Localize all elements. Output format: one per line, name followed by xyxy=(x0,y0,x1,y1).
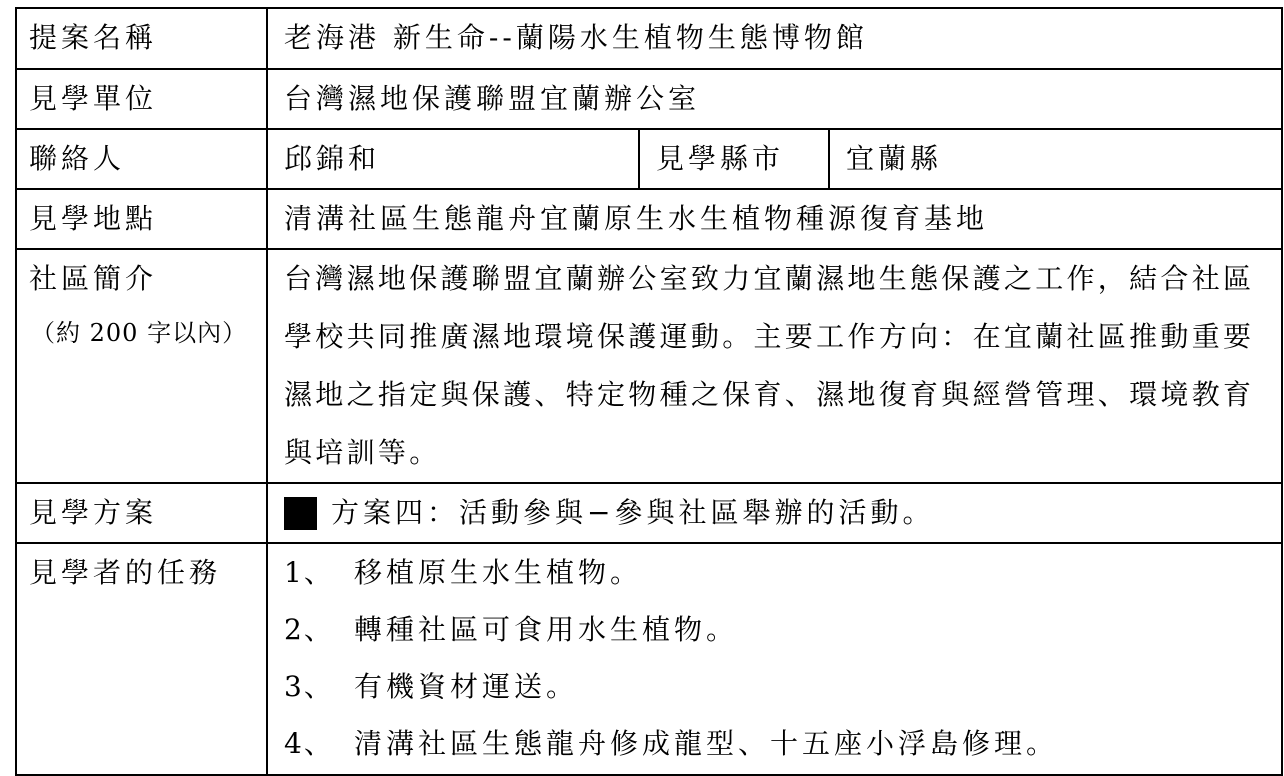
plan-label: 見學方案 xyxy=(16,483,267,543)
task-item xyxy=(284,544,1281,601)
task-text: 有機資材運送。 xyxy=(354,670,579,703)
task-text: 清溝社區生態龍舟修成龍型、十五座小浮島修理。 xyxy=(354,727,1059,760)
filled-square-icon xyxy=(284,497,317,530)
task-number: 1、 xyxy=(284,556,334,589)
task-number: 4、 xyxy=(284,727,334,760)
location-value: 清溝社區生態龍舟宜蘭原生水生植物種源復育基地 xyxy=(267,189,1282,249)
contact-label: 聯絡人 xyxy=(16,129,267,189)
plan-value-cell xyxy=(267,483,1282,543)
visiting-unit-label: 見學單位 xyxy=(16,69,267,129)
community-intro-label-cell xyxy=(16,249,267,483)
county-value: 宜蘭縣 xyxy=(829,129,1282,189)
plan-line xyxy=(284,484,1281,542)
row-proposal-name xyxy=(16,8,1282,69)
proposal-name-label: 提案名稱 xyxy=(16,8,267,69)
location-label: 見學地點 xyxy=(16,189,267,249)
task-text: 移植原生水生植物。 xyxy=(354,556,643,589)
visiting-unit-value: 台灣濕地保護聯盟宜蘭辦公室 xyxy=(267,69,1282,129)
task-item xyxy=(284,658,1281,715)
row-location xyxy=(16,189,1282,249)
county-label: 見學縣市 xyxy=(639,129,829,189)
tasks-label: 見學者的任務 xyxy=(16,543,267,775)
tasks-value-cell xyxy=(267,543,1282,775)
community-intro-note: （約 200 字以內） xyxy=(31,319,248,347)
task-number: 2、 xyxy=(284,613,334,646)
task-item xyxy=(284,601,1281,658)
community-intro-value: 台灣濕地保護聯盟宜蘭辦公室致力宜蘭濕地生態保護之工作，結合社區學校共同推廣濕地環境保護運動。主要工作方向：在宜蘭社區推動重要濕地之指定與保護、特定物種之保育、濕地復育與經營管理、環境教育與培訓等。 xyxy=(284,262,1255,469)
task-number: 3、 xyxy=(284,670,334,703)
community-intro-label: 社區簡介 xyxy=(29,262,158,295)
row-contact xyxy=(16,129,1282,189)
task-list xyxy=(284,544,1281,772)
row-plan xyxy=(16,483,1282,543)
contact-value: 邱錦和 xyxy=(267,129,639,189)
community-intro-value-cell xyxy=(267,249,1282,483)
plan-value: 方案四：活動參與−參與社區舉辦的活動。 xyxy=(331,496,935,529)
row-tasks xyxy=(16,543,1282,775)
task-item xyxy=(284,715,1281,772)
proposal-name-value: 老海港 新生命--蘭陽水生植物生態博物館 xyxy=(267,8,1282,69)
proposal-form-table xyxy=(15,7,1283,776)
row-visiting-unit xyxy=(16,69,1282,129)
task-text: 轉種社區可食用水生植物。 xyxy=(354,613,739,646)
row-community-intro xyxy=(16,249,1282,483)
